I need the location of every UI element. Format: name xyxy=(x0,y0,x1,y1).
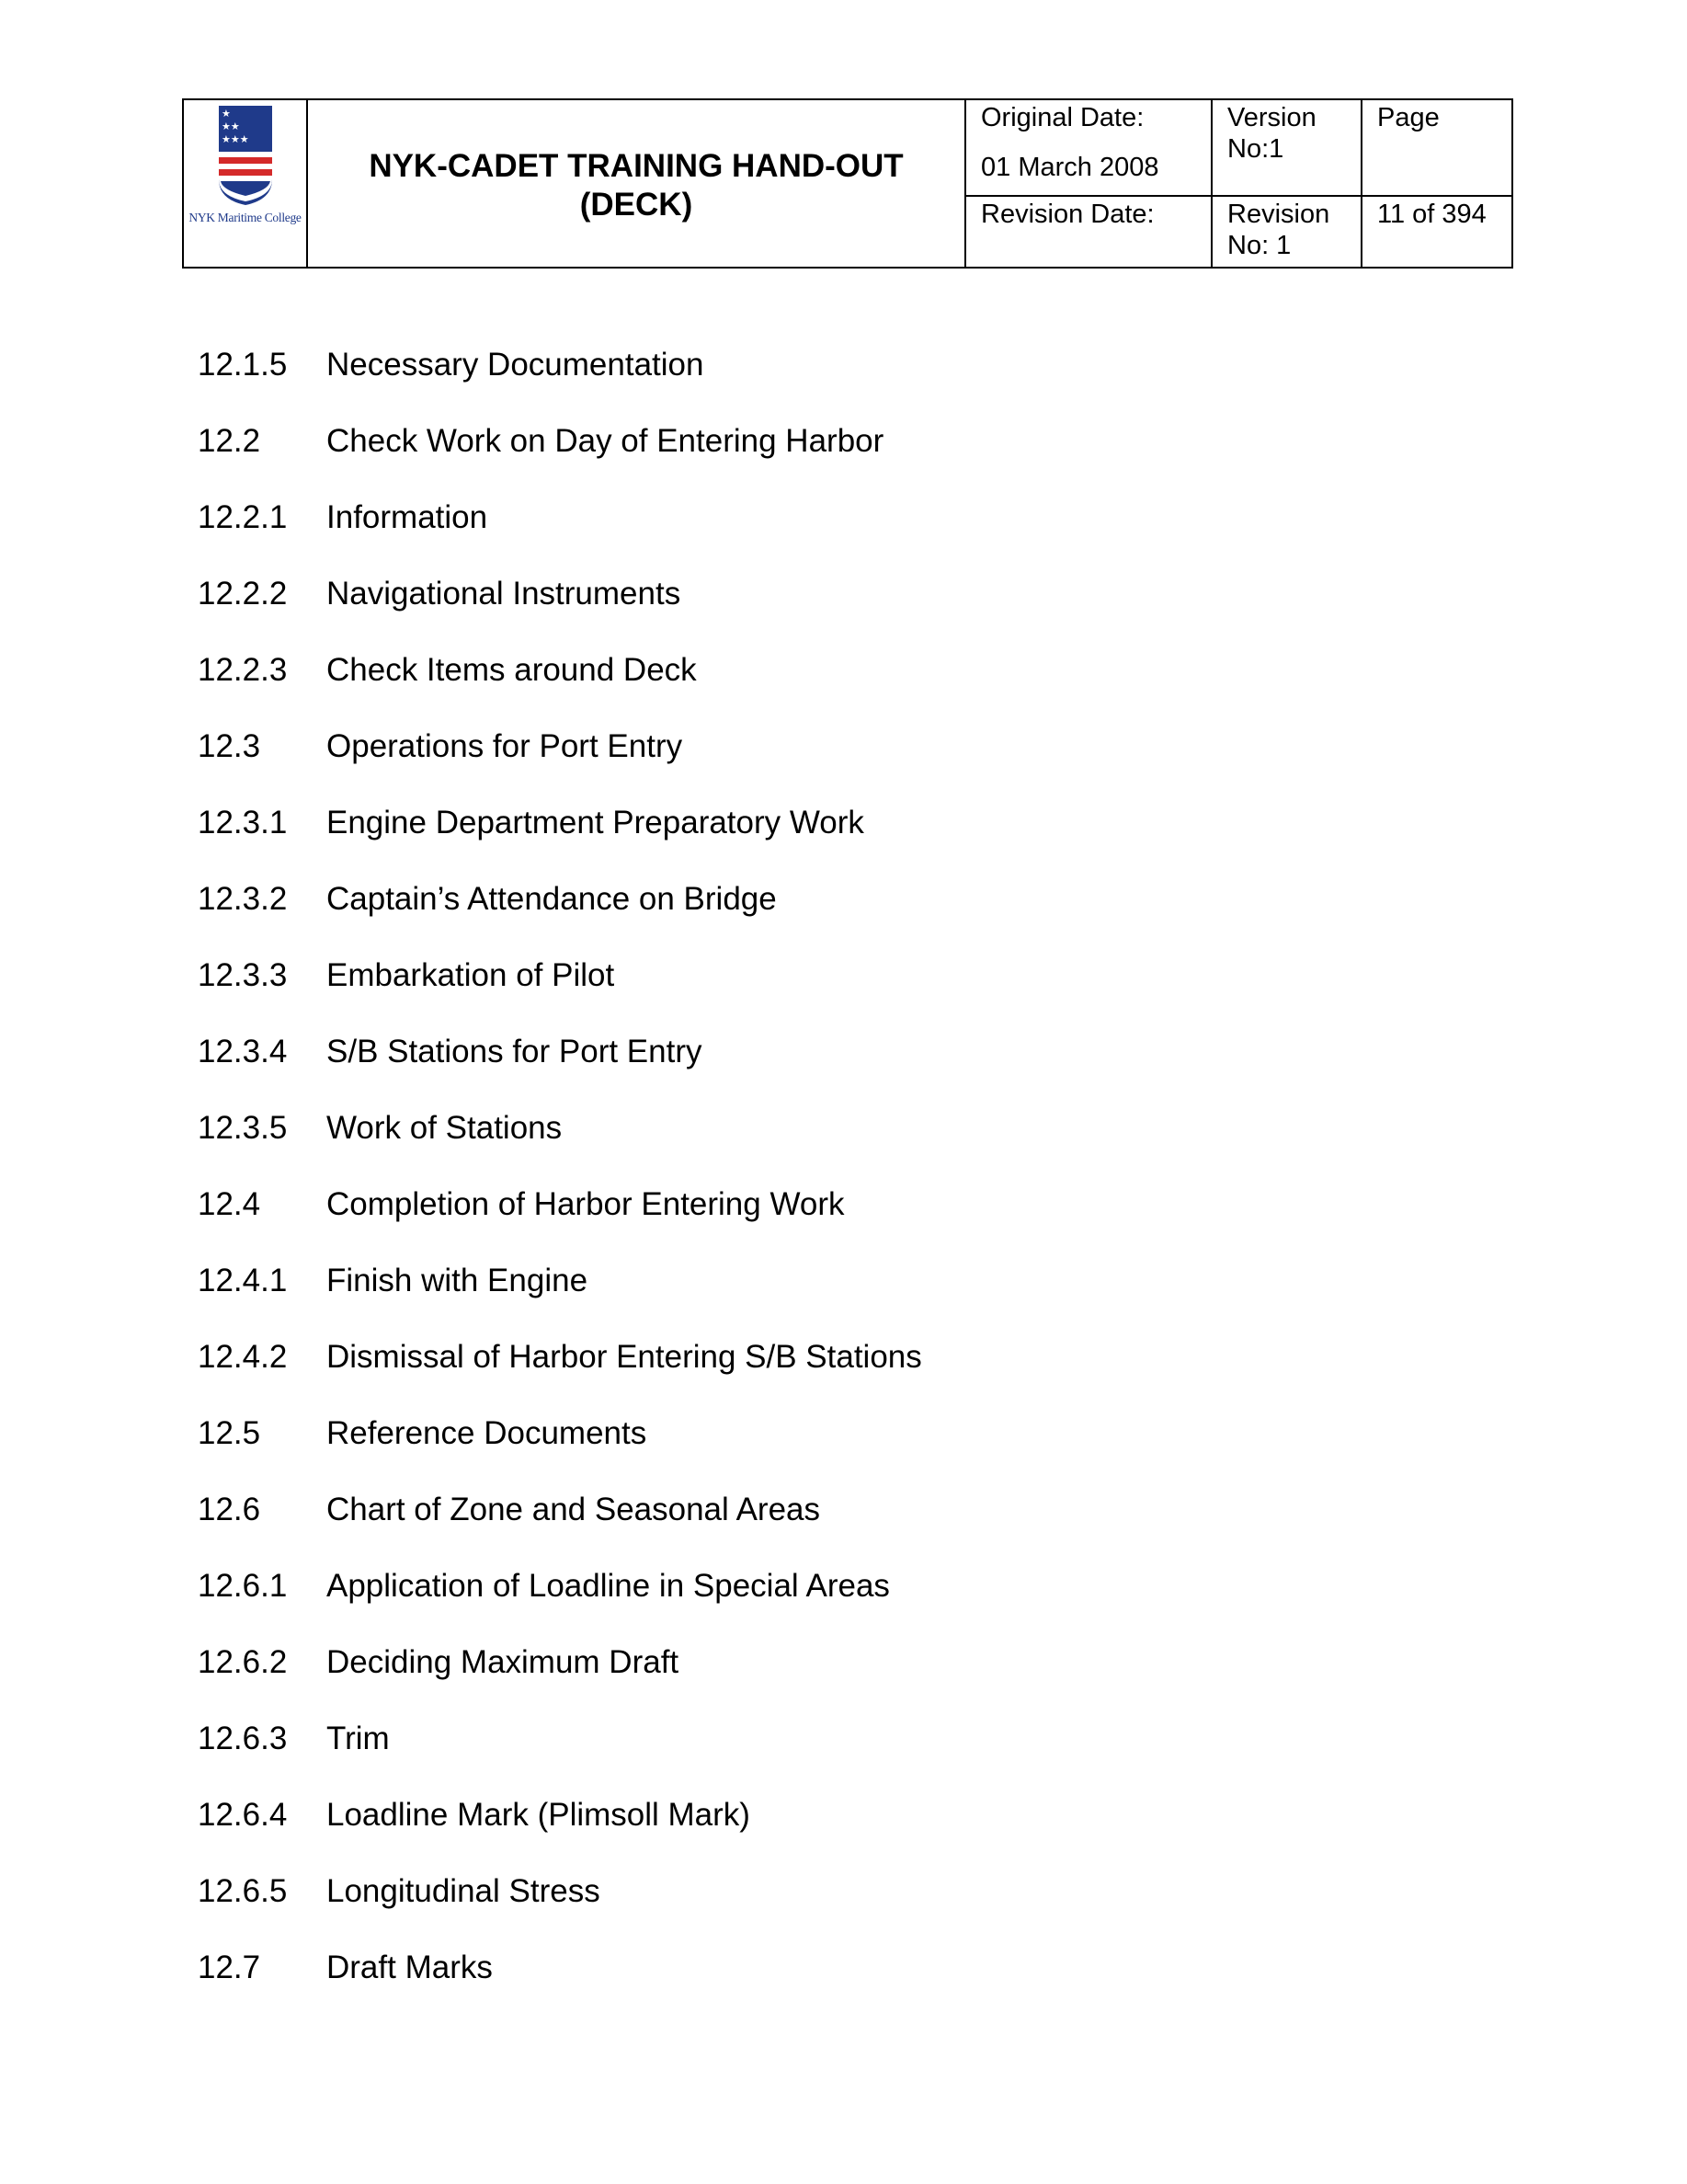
page-value: 11 of 394 xyxy=(1377,200,1487,229)
toc-section-title: Trim xyxy=(326,1721,390,1756)
toc-section-number: 12.2 xyxy=(198,423,261,459)
toc-entry xyxy=(198,498,1485,575)
toc-section-title: Chart of Zone and Seasonal Areas xyxy=(326,1492,821,1527)
revision-cell xyxy=(1212,196,1362,268)
revision-label: Revision xyxy=(1227,200,1330,229)
toc-section-number: 12.3.3 xyxy=(198,957,288,993)
toc-entry xyxy=(198,346,1485,422)
toc-section-number: 12.6 xyxy=(198,1492,261,1527)
toc-section-number: 12.3.1 xyxy=(198,805,288,840)
nyk-maritime-college-logo xyxy=(184,100,306,267)
title-cell xyxy=(307,99,965,268)
toc-section-number: 12.6.1 xyxy=(198,1568,288,1604)
toc-section-number: 12.3 xyxy=(198,728,261,764)
toc-entry xyxy=(198,422,1485,498)
page-label: Page xyxy=(1377,103,1440,132)
toc-section-title: Dismissal of Harbor Entering S/B Stations xyxy=(326,1339,922,1375)
toc-section-title: Work of Stations xyxy=(326,1110,563,1146)
original-date-cell xyxy=(965,99,1212,196)
table-of-contents xyxy=(198,346,1485,2025)
toc-entry xyxy=(198,1109,1485,1185)
revision-date-label: Revision Date: xyxy=(981,200,1155,229)
toc-entry xyxy=(198,1033,1485,1109)
original-date-value: 01 March 2008 xyxy=(981,153,1159,182)
toc-section-title: Completion of Harbor Entering Work xyxy=(326,1186,845,1222)
toc-section-title: Information xyxy=(326,499,488,535)
toc-section-number: 12.3.5 xyxy=(198,1110,288,1146)
version-label: Version xyxy=(1227,103,1317,132)
toc-entry xyxy=(198,804,1485,880)
logo-cell xyxy=(183,99,307,268)
toc-entry xyxy=(198,1491,1485,1567)
toc-entry xyxy=(198,1949,1485,2025)
document-header xyxy=(182,98,1513,269)
toc-section-number: 12.7 xyxy=(198,1950,261,1985)
toc-section-number: 12.3.2 xyxy=(198,881,288,917)
toc-entry xyxy=(198,1185,1485,1262)
toc-section-title: Longitudinal Stress xyxy=(326,1873,600,1909)
toc-section-title: Necessary Documentation xyxy=(326,347,704,383)
toc-entry xyxy=(198,1796,1485,1872)
toc-section-title: Operations for Port Entry xyxy=(326,728,683,764)
toc-entry xyxy=(198,1643,1485,1720)
toc-section-number: 12.5 xyxy=(198,1415,261,1451)
toc-section-number: 12.6.3 xyxy=(198,1721,288,1756)
toc-section-title: Engine Department Preparatory Work xyxy=(326,805,864,840)
toc-section-number: 12.2.1 xyxy=(198,499,288,535)
page-value-cell xyxy=(1362,196,1512,268)
original-date-label: Original Date: xyxy=(981,103,1145,132)
document-title: NYK-CADET TRAINING HAND-OUT xyxy=(369,147,904,184)
toc-section-number: 12.6.4 xyxy=(198,1797,288,1833)
document-subtitle: (DECK) xyxy=(579,186,693,223)
toc-section-title: Deciding Maximum Draft xyxy=(326,1644,679,1680)
toc-section-number: 12.4.1 xyxy=(198,1263,288,1298)
toc-section-title: Reference Documents xyxy=(326,1415,647,1451)
toc-section-number: 12.3.4 xyxy=(198,1034,288,1069)
toc-section-number: 12.2.2 xyxy=(198,576,288,612)
toc-section-number: 12.6.5 xyxy=(198,1873,288,1909)
toc-section-title: Loadline Mark (Plimsoll Mark) xyxy=(326,1797,750,1833)
revision-value: No: 1 xyxy=(1227,231,1292,260)
toc-entry xyxy=(198,1872,1485,1949)
toc-section-title: Application of Loadline in Special Areas xyxy=(326,1568,890,1604)
toc-entry xyxy=(198,575,1485,651)
toc-entry xyxy=(198,651,1485,727)
version-cell xyxy=(1212,99,1362,196)
toc-section-number: 12.1.5 xyxy=(198,347,288,383)
toc-section-number: 12.6.2 xyxy=(198,1644,288,1680)
toc-entry xyxy=(198,1720,1485,1796)
toc-entry xyxy=(198,1567,1485,1643)
toc-entry xyxy=(198,1414,1485,1491)
toc-entry xyxy=(198,880,1485,956)
toc-section-title: Check Items around Deck xyxy=(326,652,697,688)
toc-section-title: Embarkation of Pilot xyxy=(326,957,615,993)
toc-section-number: 12.2.3 xyxy=(198,652,288,688)
toc-section-number: 12.4 xyxy=(198,1186,261,1222)
toc-entry xyxy=(198,1262,1485,1338)
svg-text:★★★: ★★★ xyxy=(222,133,249,145)
toc-section-title: Captain’s Attendance on Bridge xyxy=(326,881,777,917)
svg-text:★★: ★★ xyxy=(222,120,240,132)
toc-section-number: 12.4.2 xyxy=(198,1339,288,1375)
revision-date-cell xyxy=(965,196,1212,268)
logo-caption: NYK Maritime College xyxy=(188,211,302,224)
version-value: No:1 xyxy=(1227,134,1284,164)
toc-section-title: Draft Marks xyxy=(326,1950,493,1985)
toc-entry xyxy=(198,727,1485,804)
page-label-cell xyxy=(1362,99,1512,196)
shield-logo-icon xyxy=(213,104,278,207)
svg-text:★: ★ xyxy=(222,108,231,120)
toc-entry xyxy=(198,1338,1485,1414)
toc-entry xyxy=(198,956,1485,1033)
toc-section-title: Check Work on Day of Entering Harbor xyxy=(326,423,884,459)
toc-section-title: Finish with Engine xyxy=(326,1263,588,1298)
toc-section-title: S/B Stations for Port Entry xyxy=(326,1034,702,1069)
toc-section-title: Navigational Instruments xyxy=(326,576,681,612)
